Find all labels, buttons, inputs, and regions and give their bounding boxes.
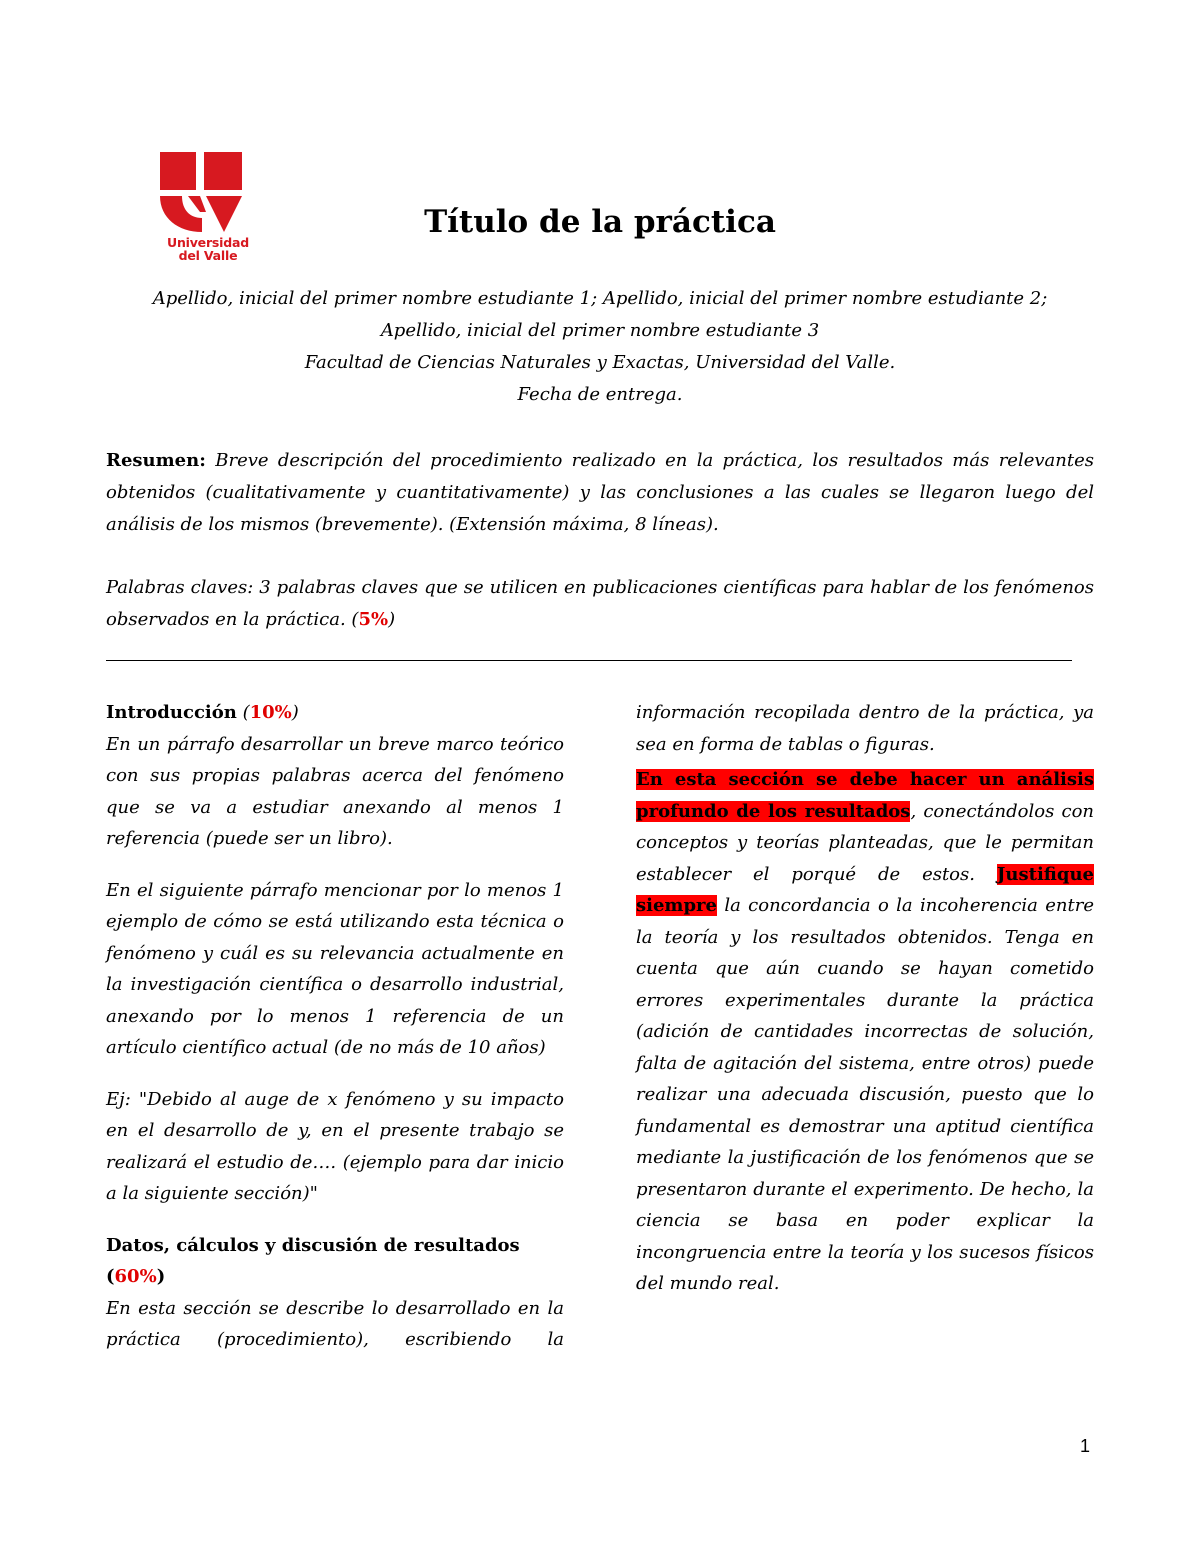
delivery-date: Fecha de entrega. bbox=[517, 384, 683, 405]
intro-heading-text: Introducción bbox=[106, 702, 237, 723]
logo-line-2: del Valle bbox=[178, 248, 238, 263]
intro-paragraph-3: Ej: "Debido al auge de x fenómeno y su impacto en el desarrollo de y, en el presente trabajo se realizará el estudio de…. (ejemplo para dar inicio a la siguiente sección)" bbox=[106, 1088, 564, 1204]
results-percent: 60% bbox=[114, 1266, 157, 1287]
highlight-justify: Justifique siempre bbox=[636, 863, 1094, 916]
results-text-b: la concordancia o la incoherencia entre la teoría y los resultados obtenidos. Tenga en cuenta que aún cuando se hayan cometido errores experimentales durante la práctica (adición de cantidades incorrectas de solución, falta de agitación del sistema, entre otros) puede realizar una adecuada discusión, puesto que lo fundamental es demostrar una aptitud científica mediante la justificación de los fenómenos que se presentaron durante el experimento. De hecho, la ciencia se basa en poder explicar la incongruencia entre la teoría y los sucesos físicos del mundo real. bbox=[636, 895, 1094, 1294]
separator-line bbox=[106, 660, 1072, 661]
logo-line-1: Universidad bbox=[167, 235, 249, 250]
results-text-a: , conectándolos con conceptos y teorías planteadas, que le permitan establecer el porqué de estos. bbox=[636, 800, 1094, 885]
results-pct-close: ) bbox=[156, 1266, 166, 1287]
keywords-close: ) bbox=[388, 609, 396, 630]
document-title: Título de la práctica bbox=[424, 204, 776, 240]
intro-heading bbox=[106, 697, 564, 729]
abstract bbox=[106, 445, 1094, 541]
affiliation: Facultad de Ciencias Naturales y Exactas, Universidad del Valle. bbox=[304, 352, 896, 373]
keywords-percent: 5% bbox=[358, 609, 389, 630]
keywords bbox=[106, 572, 1094, 636]
results-heading bbox=[106, 1230, 564, 1293]
authors-line-2: Apellido, inicial del primer nombre estudiante 3 bbox=[380, 320, 820, 341]
logo-wordmark bbox=[162, 236, 254, 262]
keywords-text: Palabras claves: 3 palabras claves que se utilicen en publicaciones científicas para hablar de los fenómenos observados en la práctica. ( bbox=[106, 577, 1094, 630]
results-pct-open: ( bbox=[106, 1266, 115, 1287]
results-heading-text: Datos, cálculos y discusión de resultados bbox=[106, 1234, 520, 1256]
intro-pct-open: ( bbox=[236, 702, 250, 723]
highlight-analysis: En esta sección se debe hacer un análisis profundo de los resultados bbox=[636, 769, 1094, 822]
right-column bbox=[636, 697, 1094, 1300]
authors-block bbox=[106, 283, 1094, 411]
left-column bbox=[106, 697, 564, 1356]
page-number: 1 bbox=[1080, 1436, 1091, 1456]
authors-line-1: Apellido, inicial del primer nombre estudiante 1; Apellido, inicial del primer nombre estudiante 2; bbox=[152, 288, 1048, 309]
results-paragraph-2 bbox=[636, 764, 1094, 1300]
intro-pct-close: ) bbox=[291, 702, 299, 723]
results-paragraph-1: En esta sección se describe lo desarrollado en la práctica (procedimiento), escribiendo la bbox=[106, 1297, 564, 1350]
abstract-text: Breve descripción del procedimiento realizado en la práctica, los resultados más relevantes obtenidos (cualitativamente y cuantitativamente) y las conclusiones a las cuales se llegaron luego del análisis de los mismos (brevemente). (Extensión máxima, 8 líneas). bbox=[106, 450, 1094, 535]
abstract-label: Resumen: bbox=[106, 450, 206, 471]
intro-paragraph-2: En el siguiente párrafo mencionar por lo menos 1 ejemplo de cómo se está utilizando esta técnica o fenómeno y cuál es su relevancia actualmente en la investigación científica o desarrollo industrial, anexando por lo menos 1 referencia de un artículo científico actual (de no más de 10 años) bbox=[106, 879, 564, 1058]
intro-paragraph-1: En un párrafo desarrollar un breve marco teórico con sus propias palabras acerca del fenómeno que se va a estudiar anexando al menos 1 referencia (puede ser un libro). bbox=[106, 733, 564, 849]
intro-percent: 10% bbox=[249, 702, 292, 723]
results-paragraph-1-continued: información recopilada dentro de la práctica, ya sea en forma de tablas o figuras. bbox=[636, 702, 1094, 755]
